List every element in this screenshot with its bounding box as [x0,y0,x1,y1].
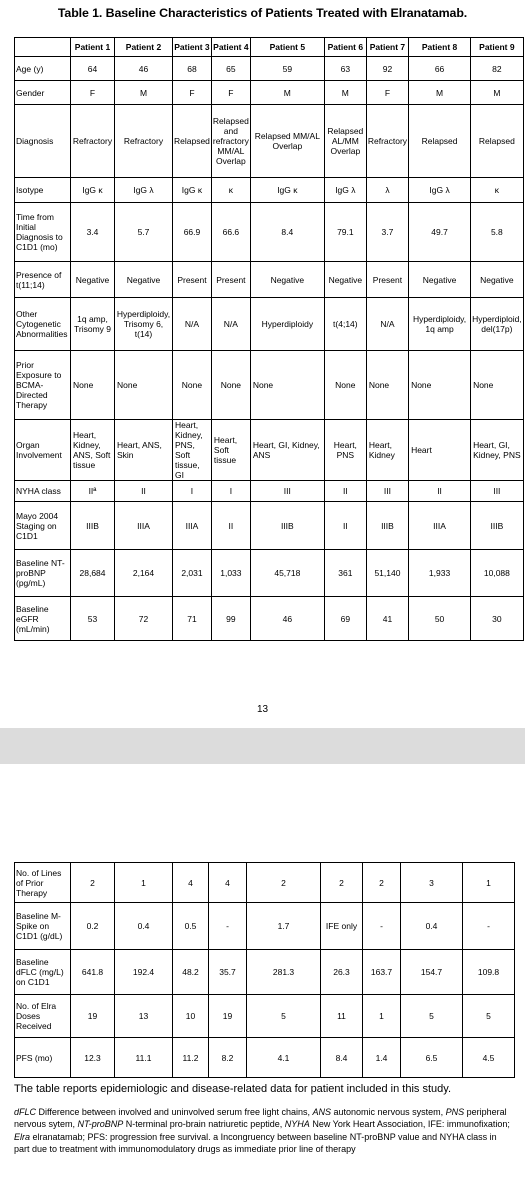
footnote-abbrev: NT-proBNP [77,1119,124,1130]
table-cell: II [409,481,471,502]
row-label: NYHA class [15,481,71,502]
page-2 [0,764,525,1199]
table-cell: 51,140 [366,550,408,597]
table-cell: Present [366,262,408,298]
row-label: No. of Lines of Prior Therapy [15,863,71,903]
table-row [15,1038,515,1078]
table-cell: 71 [173,597,212,641]
table-cell: II [324,502,366,550]
header-cell: Patient 1 [71,38,115,57]
table-row [15,105,524,178]
table-cell: Relapsed [173,105,212,178]
table-cell: 4.5 [463,1038,515,1078]
table-cell: IFE only [321,903,363,950]
table-cell: 11.2 [173,1038,209,1078]
table-cell: 361 [324,550,366,597]
table-cell: 50 [409,597,471,641]
table-cell: 41 [366,597,408,641]
footnote-text: autonomic nervous system, [331,1107,446,1117]
table-cell: 2,031 [173,550,212,597]
table-row [15,481,524,502]
table-cell: 0.5 [173,903,209,950]
table-cell: 53 [71,597,115,641]
table-cell: κ [211,178,250,203]
table-cell: 11.1 [115,1038,173,1078]
table-cell: 2 [363,863,401,903]
table-cell: 8.2 [209,1038,247,1078]
table-cell: Negative [115,262,173,298]
table-cell: 1q amp, Trisomy 9 [71,298,115,351]
table-cell: 12.3 [71,1038,115,1078]
table-cell: IgG κ [250,178,324,203]
table-cell: 281.3 [247,950,321,995]
table-row [15,502,524,550]
footnote-abbrev: Elra [14,1131,31,1142]
header-cell [15,38,71,57]
table-cell: Heart, PNS [324,420,366,481]
table-cell: 5 [247,995,321,1038]
table-cell: IIIB [71,502,115,550]
table-row [15,863,515,903]
table-cell: 66.9 [173,203,212,262]
table-cell: 1 [115,863,173,903]
table-cell: 49.7 [409,203,471,262]
table-cell: 68 [173,57,212,81]
table-cell: IgG λ [115,178,173,203]
table-cell: 30 [471,597,524,641]
row-label: Baseline eGFR (mL/min) [15,597,71,641]
table-cell: 2 [247,863,321,903]
table-cell: 72 [115,597,173,641]
table-cell: 35.7 [209,950,247,995]
table-row [15,57,524,81]
table-cell: 6.5 [401,1038,463,1078]
row-label: Other Cytogenetic Abnormalities [15,298,71,351]
table-cell: None [250,351,324,420]
table-cell: 11 [321,995,363,1038]
table-cell: - [463,903,515,950]
footnote-text: New York Heart Association, IFE: immunofixation; [309,1119,510,1130]
header-cell: Patient 3 [173,38,212,57]
table-cell: IIIA [115,502,173,550]
row-label: Time from Initial Diagnosis to C1D1 (mo) [15,203,71,262]
footnote-abbrev: dFLC [14,1107,37,1117]
table-cell: F [211,81,250,105]
row-label: Baseline dFLC (mg/L) on C1D1 [15,950,71,995]
table-cell: 5.7 [115,203,173,262]
table-cell: III [471,481,524,502]
table-cell: κ [471,178,524,203]
table-cell: Hyperdiploid, del(17p) [471,298,524,351]
table-cell: 641.8 [71,950,115,995]
table-cell: Heart, Kidney, PNS, Soft tissue, GI [173,420,212,481]
footnote-text: N-terminal pro-brain natriuretic peptide, [123,1119,285,1130]
table-cell: - [363,903,401,950]
table-cell: Hyperdiploidy, Trisomy 6, t(14) [115,298,173,351]
table-cell: II [115,481,173,502]
table-cell: None [366,351,408,420]
table-cell: IIIB [250,502,324,550]
table-cell: II [211,502,250,550]
table-cell: 1,033 [211,550,250,597]
table-cell: 0.4 [401,903,463,950]
table-row [15,903,515,950]
table-cell: IIIA [173,502,212,550]
table-cell: Heart, GI, Kidney, ANS [250,420,324,481]
table-cell: None [471,351,524,420]
table-cell: N/A [211,298,250,351]
baseline-table-part-1 [14,37,524,641]
table-cell: 66 [409,57,471,81]
row-label: Gender [15,81,71,105]
row-label: Diagnosis [15,105,71,178]
table-cell: None [324,351,366,420]
table-cell: None [115,351,173,420]
table-cell: M [115,81,173,105]
table-cell: M [324,81,366,105]
table-cell: N/A [173,298,212,351]
table-cell: IIIB [471,502,524,550]
table-cell: 19 [71,995,115,1038]
table-cell: 69 [324,597,366,641]
table-cell: IIIA [409,502,471,550]
table-cell: 82 [471,57,524,81]
table-cell: Negative [250,262,324,298]
table-cell: 8.4 [321,1038,363,1078]
row-label: Baseline NT-proBNP (pg/mL) [15,550,71,597]
table-cell: 3 [401,863,463,903]
table-row [15,995,515,1038]
table-cell: 65 [211,57,250,81]
table-row [15,203,524,262]
baseline-table-part-2 [14,862,515,1078]
table-cell: III [250,481,324,502]
table-cell: Hyperdiploidy, 1q amp [409,298,471,351]
header-cell: Patient 9 [471,38,524,57]
table-cell: IIª [71,481,115,502]
table-cell: 0.4 [115,903,173,950]
table-cell: Refractory [115,105,173,178]
table-title: Table 1. Baseline Characteristics of Patients Treated with Elranatamab. [57,6,468,20]
table-cell: 0.2 [71,903,115,950]
table-cell: Relapsed [409,105,471,178]
table-cell: 66.6 [211,203,250,262]
table-cell: - [209,903,247,950]
table-cell: None [71,351,115,420]
table-row [15,262,524,298]
table-cell: 2,164 [115,550,173,597]
table-cell: 19 [209,995,247,1038]
table-cell: 192.4 [115,950,173,995]
table-cell: Heart, Kidney, ANS, Soft tissue [71,420,115,481]
footnote-text: elranatamab; PFS: progression free survival. a Incongruency between baseline NT-proBNP value and NYHA class in part due to treatment with immunomodulatory drugs as immediate prior line of therapy [14,1131,497,1154]
row-label: Isotype [15,178,71,203]
footnote-abbrev: ANS [312,1107,332,1117]
table-cell: 10,088 [471,550,524,597]
table-cell: 3.7 [366,203,408,262]
header-cell: Patient 7 [366,38,408,57]
table-cell: 8.4 [250,203,324,262]
table-cell: t(4;14) [324,298,366,351]
table-cell: 59 [250,57,324,81]
table-cell: 5 [401,995,463,1038]
row-label: Mayo 2004 Staging on C1D1 [15,502,71,550]
table-cell: 46 [115,57,173,81]
table-cell: N/A [366,298,408,351]
table-cell: 4.1 [247,1038,321,1078]
table-cell: Negative [471,262,524,298]
table-cell: Negative [409,262,471,298]
table-cell: 63 [324,57,366,81]
row-label: Organ Involvement [15,420,71,481]
table-row [15,81,524,105]
table-cell: 2 [71,863,115,903]
table-cell: 92 [366,57,408,81]
table-cell: 2 [321,863,363,903]
table-cell: F [173,81,212,105]
header-cell: Patient 2 [115,38,173,57]
table-cell: I [211,481,250,502]
table-cell: 3.4 [71,203,115,262]
table-cell: λ [366,178,408,203]
table-cell: Relapsed MM/AL Overlap [250,105,324,178]
table-cell: 79.1 [324,203,366,262]
table-caption: The table reports epidemiologic and disease-related data for patient included in this study. [14,1083,452,1095]
table-cell: 1.4 [363,1038,401,1078]
header-cell: Patient 5 [250,38,324,57]
table-cell: Hyperdiploidy [250,298,324,351]
table-cell: IgG κ [71,178,115,203]
table-cell: 48.2 [173,950,209,995]
table-cell: 26.3 [321,950,363,995]
row-label: PFS (mo) [15,1038,71,1078]
table-cell: IgG λ [324,178,366,203]
table-cell: 109.8 [463,950,515,995]
table-cell: Negative [71,262,115,298]
table-cell: 1.7 [247,903,321,950]
table-cell: IIIB [366,502,408,550]
table-cell: 154.7 [401,950,463,995]
table-cell: Heart, GI, Kidney, PNS [471,420,524,481]
page-number: 13 [256,704,269,715]
table-cell: F [366,81,408,105]
table-cell: 64 [71,57,115,81]
table-cell: 163.7 [363,950,401,995]
table-cell: F [71,81,115,105]
table-cell: Relapsed [471,105,524,178]
table-cell: 1 [363,995,401,1038]
table-row [15,597,524,641]
footnote-text: peripheral nervous sytem, [14,1107,507,1130]
table-row [15,550,524,597]
table-row [15,351,524,420]
table-cell: 45,718 [250,550,324,597]
header-row [15,38,524,57]
table-cell: Present [173,262,212,298]
page-gap [0,728,525,764]
table-footnote [14,1106,514,1155]
table-cell: 1,933 [409,550,471,597]
row-label: Presence of t(11;14) [15,262,71,298]
header-cell: Patient 8 [409,38,471,57]
table-cell: Negative [324,262,366,298]
row-label: Baseline M-Spike on C1D1 (g/dL) [15,903,71,950]
table-cell: 5.8 [471,203,524,262]
table-cell: IgG λ [409,178,471,203]
table-cell: IgG κ [173,178,212,203]
table-cell: 46 [250,597,324,641]
table-cell: None [409,351,471,420]
footnote-abbrev: NYHA [284,1119,310,1130]
table-cell: I [173,481,212,502]
table-cell: 4 [173,863,209,903]
table-cell: II [324,481,366,502]
table-row [15,178,524,203]
table-cell: Heart [409,420,471,481]
table-cell: Present [211,262,250,298]
table-row [15,420,524,481]
header-cell: Patient 4 [211,38,250,57]
table-cell: M [409,81,471,105]
table-cell: 28,684 [71,550,115,597]
row-label: Age (y) [15,57,71,81]
row-label: Prior Exposure to BCMA-Directed Therapy [15,351,71,420]
table-cell: M [471,81,524,105]
table-cell: Heart, Soft tissue [211,420,250,481]
footnote-abbrev: PNS [445,1107,465,1117]
table-cell: 10 [173,995,209,1038]
footnote-text: Difference between involved and uninvolved serum free light chains, [36,1107,313,1117]
table-row [15,950,515,995]
table-cell: None [211,351,250,420]
table-cell: Refractory [366,105,408,178]
header-cell: Patient 6 [324,38,366,57]
table-cell: M [250,81,324,105]
table-cell: Refractory [71,105,115,178]
table-cell: Relapsed and refractory MM/AL Overlap [211,105,250,178]
table-cell: Relapsed AL/MM Overlap [324,105,366,178]
table-row [15,298,524,351]
table-cell: 4 [209,863,247,903]
table-cell: 1 [463,863,515,903]
row-label: No. of Elra Doses Received [15,995,71,1038]
table-cell: 5 [463,995,515,1038]
table-cell: Heart, Kidney [366,420,408,481]
table-cell: None [173,351,212,420]
table-cell: 13 [115,995,173,1038]
table-cell: Heart, ANS, Skin [115,420,173,481]
table-cell: III [366,481,408,502]
table-cell: 99 [211,597,250,641]
